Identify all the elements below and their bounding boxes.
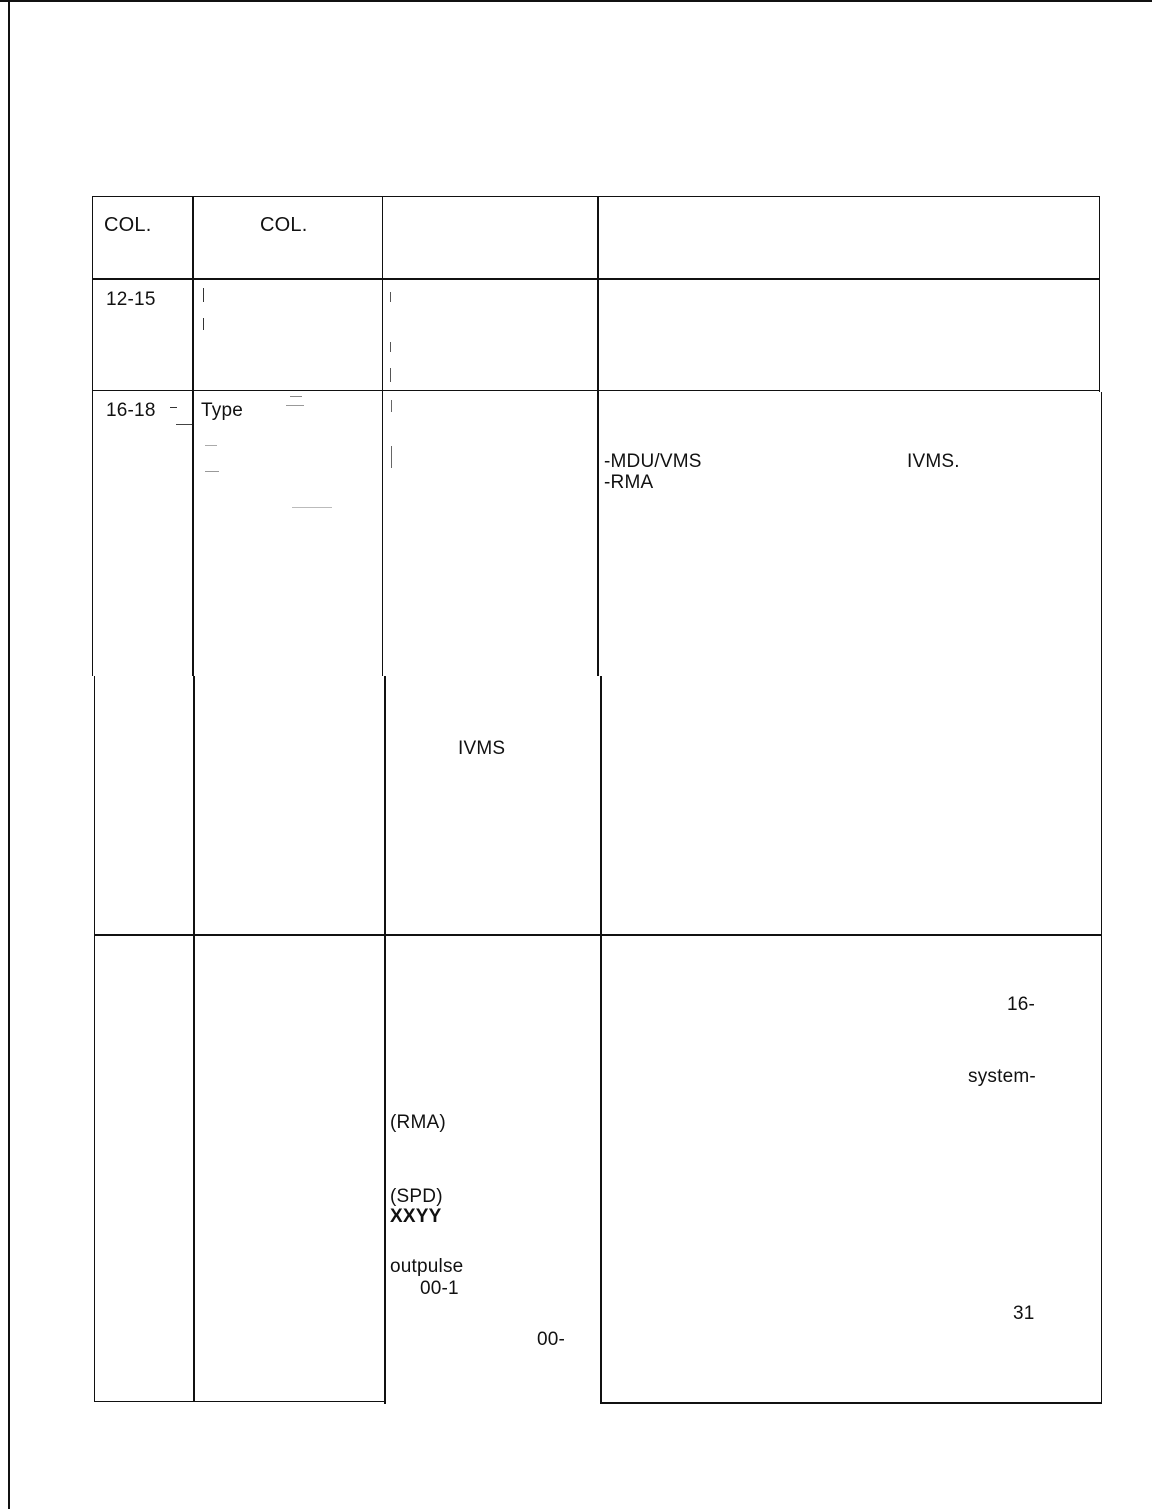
scan-mark bbox=[391, 400, 392, 412]
table-bottom-rule-left bbox=[94, 1401, 384, 1402]
scan-mark bbox=[203, 318, 204, 330]
desc-16: 16- bbox=[1007, 994, 1036, 1015]
desc-system: system- bbox=[968, 1066, 1036, 1087]
scan-mark bbox=[205, 445, 217, 446]
value-xxyy: XXYY bbox=[390, 1206, 442, 1227]
scan-mark bbox=[176, 424, 192, 425]
scan-mark bbox=[390, 368, 391, 382]
table-top-rule bbox=[92, 196, 1100, 197]
value-ivms: IVMS bbox=[458, 738, 506, 759]
col1-right-rule-upper bbox=[192, 196, 194, 676]
table-bottom-rule bbox=[600, 1402, 1102, 1404]
col1-left-rule-lower bbox=[94, 676, 95, 1402]
col1-left-rule-upper bbox=[92, 196, 93, 676]
col3-right-rule-lower bbox=[600, 676, 602, 1404]
scan-mark bbox=[391, 446, 392, 468]
page-top-border bbox=[0, 0, 1152, 2]
value-spd-code: (SPD) bbox=[390, 1186, 443, 1207]
col4-right-rule-upper bbox=[1099, 196, 1100, 392]
header-col-label-2: COL. bbox=[260, 214, 308, 236]
scan-mark bbox=[292, 507, 332, 508]
scan-mark bbox=[290, 396, 302, 397]
col2-right-rule-lower bbox=[384, 676, 386, 1404]
scan-mark bbox=[390, 292, 391, 302]
type-desc-rma: -RMA bbox=[604, 472, 654, 493]
row-cols-12-15: 12-15 bbox=[106, 289, 156, 310]
type-desc-mdu-vms: -MDU/VMS bbox=[604, 451, 702, 472]
type-desc-ivms: IVMS. bbox=[907, 451, 960, 472]
scan-mark bbox=[203, 288, 204, 302]
header-col-label-1: COL. bbox=[104, 214, 152, 236]
col3-right-rule-upper bbox=[597, 196, 599, 676]
field-type-label: Type bbox=[201, 400, 243, 421]
value-rma-code: (RMA) bbox=[390, 1112, 446, 1133]
col2-right-rule-upper bbox=[382, 196, 383, 676]
page-left-border bbox=[8, 0, 10, 1509]
col1-right-rule-lower bbox=[193, 676, 195, 1402]
row-section-rule bbox=[94, 934, 1102, 936]
scan-mark bbox=[170, 407, 177, 408]
desc-31: 31 bbox=[1013, 1303, 1035, 1324]
row-12-15-bottom-rule bbox=[92, 390, 1100, 391]
value-outpulse: outpulse bbox=[390, 1256, 464, 1277]
header-bottom-rule bbox=[92, 278, 1100, 280]
scan-mark bbox=[286, 405, 304, 406]
row-cols-16-18: 16-18 bbox=[106, 400, 156, 421]
value-00-1: 00-1 bbox=[420, 1278, 459, 1299]
value-00: 00- bbox=[537, 1329, 566, 1350]
scan-mark bbox=[390, 342, 391, 352]
col4-right-rule-lower bbox=[1101, 392, 1102, 1402]
scan-mark bbox=[205, 471, 219, 472]
